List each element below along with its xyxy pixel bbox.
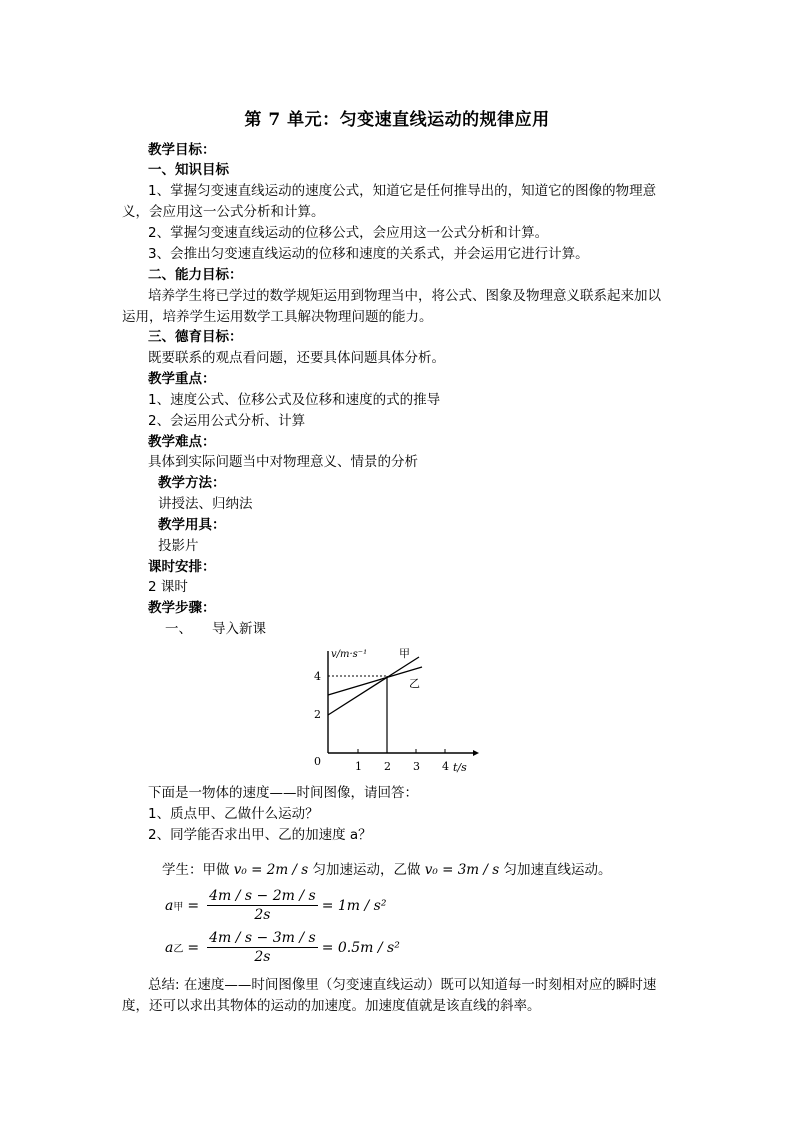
summary-line-b: 度，还可以求出其物体的运动的加速度。加速度值就是该直线的斜率。 xyxy=(122,998,541,1014)
x-axis-arrow xyxy=(473,750,479,756)
step-1-number: 一、 xyxy=(165,621,192,637)
x-tick-label-3: 3 xyxy=(413,760,420,773)
eq1-denominator: 2s xyxy=(254,907,271,923)
answer-prefix: 学生：甲做 xyxy=(162,862,230,878)
eq1-fraction xyxy=(207,888,318,923)
tools-heading: 教学用具： xyxy=(158,517,226,533)
steps-heading: 教学步骤： xyxy=(148,600,216,616)
eq1-symbol: a xyxy=(165,897,174,914)
answer-suffix: 匀加速直线运动。 xyxy=(503,862,612,878)
x-tick-label-4: 4 xyxy=(442,760,449,773)
schedule-heading: 课时安排： xyxy=(148,559,216,575)
schedule-item: 2 课时 xyxy=(148,579,188,595)
knowledge-item-1b: 义，会应用这一公式分析和计算。 xyxy=(122,204,325,220)
question-2: 2、同学能否求出甲、乙的加速度 a？ xyxy=(148,827,372,843)
summary-line-a: 总结: 在速度——时间图像里（匀变速直线运动）既可以知道每一时刻相对应的瞬时速 xyxy=(148,977,657,993)
x-tick-label-2: 2 xyxy=(384,760,391,773)
moral-heading: 三、德育目标： xyxy=(148,329,243,345)
goals-heading: 教学目标： xyxy=(148,142,216,158)
ability-heading: 二、能力目标： xyxy=(148,267,243,283)
difficulty-heading: 教学难点： xyxy=(148,434,216,450)
line-yi xyxy=(328,667,422,695)
tools-item: 投影片 xyxy=(158,538,199,554)
origin-label: 0 xyxy=(314,755,321,768)
answer-middle: 匀加速运动，乙做 xyxy=(312,862,421,878)
knowledge-item-3: 3、会推出匀变速直线运动的位移和速度的关系式，并会运用它进行计算。 xyxy=(148,246,589,262)
eq1-numerator: 4m / s − 2m / s xyxy=(209,888,316,904)
eq2-denominator: 2s xyxy=(254,949,271,965)
key-point-2: 2、会运用公式分析、计算 xyxy=(148,413,306,429)
equation-yi: a 乙 = $\frac{4m / s - 3m / s}{2s}$ = 0.5m / s² xyxy=(165,930,400,965)
question-1: 1、质点甲、乙做什么运动？ xyxy=(148,806,319,822)
eq1-result: = 1m / s² xyxy=(321,897,387,914)
ability-item-b: 运用，培养学生运用数学工具解决物理问题的能力。 xyxy=(122,309,433,325)
ability-item-a: 培养学生将已学过的数学规矩运用到物理当中，将公式、图象及物理意义联系起来加以 xyxy=(148,288,661,304)
answer-v1: v₀ = 2m / s xyxy=(233,862,309,878)
answer-v2: v₀ = 3m / s xyxy=(424,862,500,878)
question-intro: 下面是一物体的速度——时间图像，请回答： xyxy=(148,785,418,801)
x-tick-label-1: 1 xyxy=(355,760,362,773)
line-jia-label: 甲 xyxy=(399,647,410,660)
line-jia xyxy=(328,657,419,715)
key-points-heading: 教学重点： xyxy=(148,371,216,387)
page-title: 第 7 单元：匀变速直线运动的规律应用 xyxy=(244,110,550,130)
equation-jia: a 甲 = $\frac{4m / s - 2m / s}{2s}$ = 1m / s² xyxy=(165,888,387,923)
difficulty-item: 具体到实际问题当中对物理意义、情景的分析 xyxy=(148,454,418,470)
eq2-subscript: 乙 xyxy=(173,944,184,955)
y-axis-label: v/m·s⁻¹ xyxy=(331,649,368,660)
knowledge-item-1a: 1、掌握匀变速直线运动的速度公式，知道它是任何推导出的，知道它的图像的物理意 xyxy=(148,183,657,199)
eq2-result: = 0.5m / s² xyxy=(321,939,400,956)
eq2-numerator: 4m / s − 3m / s xyxy=(209,930,316,946)
line-yi-label: 乙 xyxy=(409,677,420,690)
knowledge-heading: 一、知识目标 xyxy=(148,162,229,178)
eq1-subscript: 甲 xyxy=(173,902,184,913)
eq2-symbol: a xyxy=(165,939,174,956)
y-tick-label-2: 2 xyxy=(314,708,321,721)
x-axis-label: t/s xyxy=(453,761,467,774)
y-tick-label-4: 4 xyxy=(314,670,321,683)
eq2-fraction xyxy=(207,930,318,965)
moral-item: 既要联系的观点看问题，还要具体问题具体分析。 xyxy=(148,350,445,366)
method-heading: 教学方法： xyxy=(158,475,226,491)
velocity-time-graph xyxy=(305,643,485,775)
student-answer xyxy=(162,860,611,880)
knowledge-item-2: 2、掌握匀变速直线运动的位移公式，会应用这一公式分析和计算。 xyxy=(148,225,549,241)
key-point-1: 1、速度公式、位移公式及位移和速度的式的推导 xyxy=(148,392,441,408)
step-1-text: 导入新课 xyxy=(212,621,266,637)
method-item: 讲授法、归纳法 xyxy=(158,496,253,512)
